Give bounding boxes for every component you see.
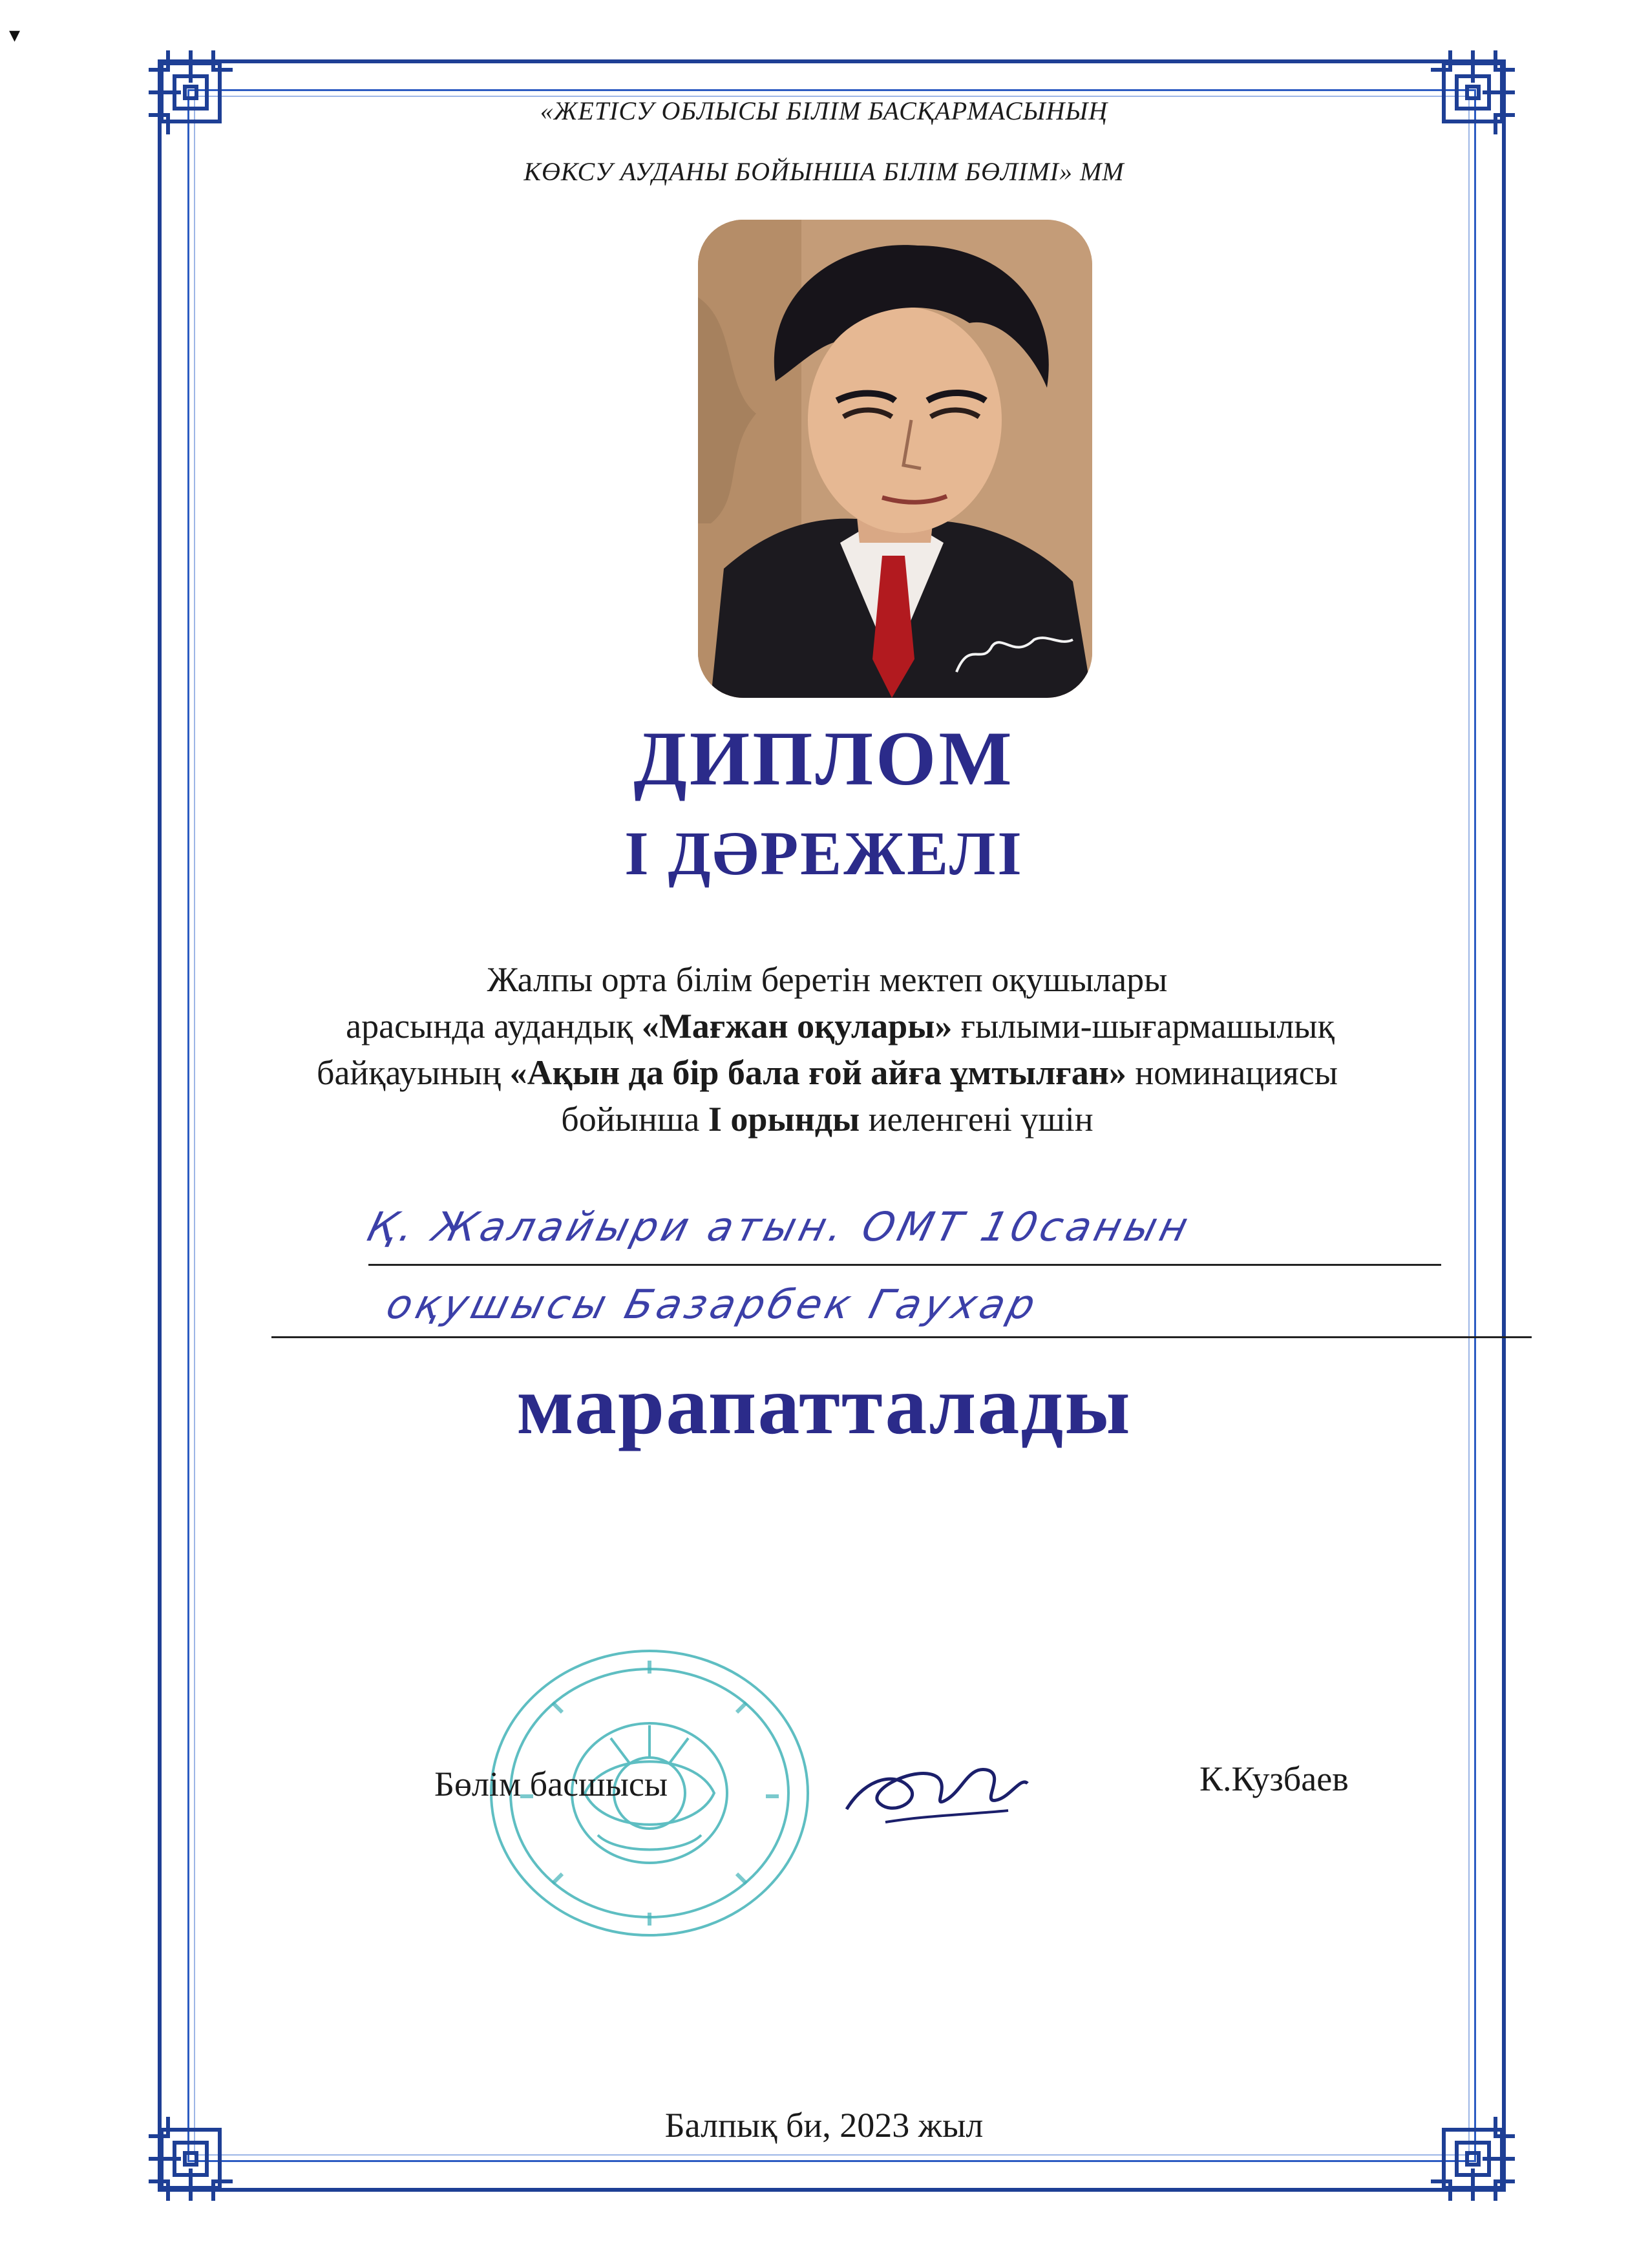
body-line-4-start: бойынша [561,1100,708,1139]
corner-ornament-icon [142,44,239,141]
scan-mark: ▾ [9,22,21,48]
body-line-2-start: арасында аудандық [346,1007,642,1045]
body-line-3-start: байқауының [316,1053,510,1092]
recipient-school-handwritten: Қ. Жалайыри атын. ОМТ 10санын [362,1203,1197,1250]
recipient-underline-2 [271,1336,1532,1338]
signatory-name: К.Кузбаев [1199,1759,1349,1798]
event-name: «Мағжан оқулары» [641,1007,953,1045]
issuer-line-2: КӨКСУ АУДАНЫ БОЙЫНША БІЛІМ БӨЛІМІ» ММ [523,157,1125,186]
body-line-2-end: ғылыми-шығармашылық [952,1007,1335,1045]
place-and-year: Балпық би, 2023 жыл [664,2106,984,2145]
poet-portrait [698,220,1092,698]
diploma-title: ДИПЛОМ [633,715,1015,801]
corner-ornament-icon [1424,44,1521,141]
place-awarded: І орынды [708,1100,860,1139]
handwritten-signature [840,1738,1034,1835]
awarded-word: марапатталады [516,1359,1132,1452]
body-line-2 [207,1003,1474,1049]
body-line-3 [194,1049,1461,1096]
nomination-name: «Ақын да бір бала ғой айға ұмтылған» [509,1053,1126,1092]
body-line-1 [194,956,1461,1003]
signatory-role: Бөлім басшысы [434,1765,668,1803]
recipient-underline-1 [368,1264,1441,1266]
body-line-4 [194,1096,1461,1142]
degree-subtitle: І ДӘРЕЖЕЛІ [624,819,1024,888]
body-line-3-end: номинациясы [1126,1053,1338,1092]
recipient-name-handwritten: оқушысы Базарбек Гаухар [381,1281,1044,1328]
issuer-line-1: «ЖЕТІСУ ОБЛЫСЫ БІЛІМ БАСҚАРМАСЫНЫҢ [540,96,1108,125]
body-line-1-text: Жалпы орта білім беретін мектеп оқушылары [487,960,1168,999]
body-line-4-end: иеленгені үшін [860,1100,1093,1139]
